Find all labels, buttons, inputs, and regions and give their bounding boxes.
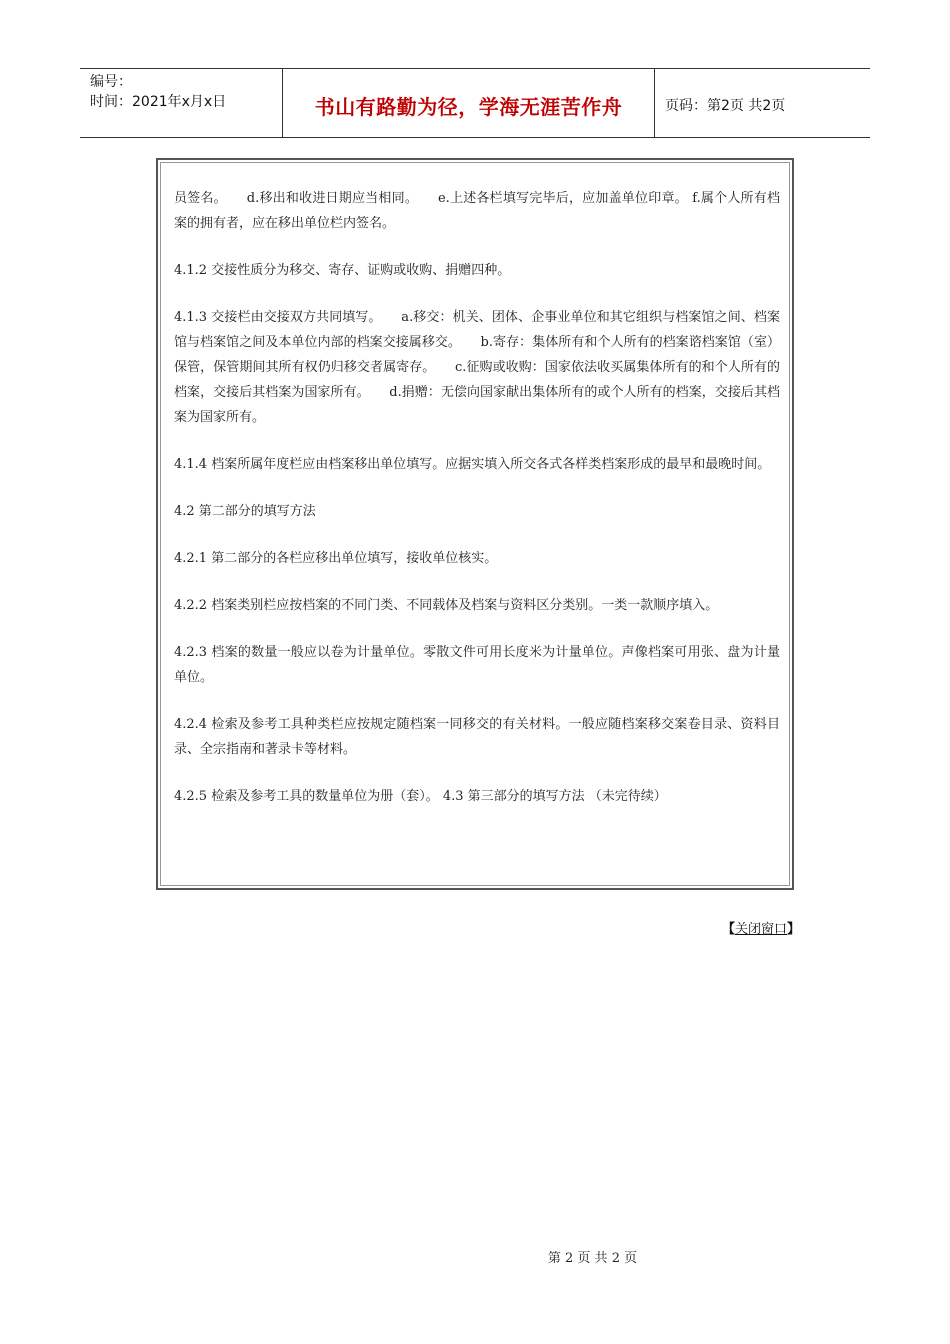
paragraph-4-2: 4.2 第二部分的填写方法 — [174, 504, 316, 519]
header-page-info-cell — [655, 69, 870, 137]
header-motto: 书山有路勤为径，学海无涯苦作舟 — [314, 94, 623, 119]
close-window-control — [722, 918, 800, 937]
header-meta — [80, 69, 282, 137]
document-header — [80, 68, 870, 138]
paragraph-4-2-2: 4.2.2 档案类别栏应按档案的不同门类、不同载体及档案与资料区分类别。一类一款顺序填入。 — [174, 598, 719, 613]
paragraph-4-2-4: 4.2.4 检索及参考工具种类栏应按规定随档案一同移交的有关材料。一般应随档案移交案卷目录、资料目录、全宗指南和著录卡等材料。 — [174, 717, 780, 757]
close-window-close-bracket: 】 — [787, 922, 801, 937]
paragraph-4-2-5: 4.2.5 检索及参考工具的数量单位为册（套）。 4.3 第三部分的填写方法 （未完待续） — [174, 789, 667, 804]
paragraph-4-1-4: 4.1.4 档案所属年度栏应由档案移出单位填写。应据实填入所交各式各样类档案形成的最早和最晚时间。 — [174, 457, 771, 472]
close-window-open-bracket: 【 — [722, 922, 736, 937]
paragraph-4-2-3: 4.2.3 档案的数量一般应以卷为计量单位。零散文件可用长度米为计量单位。声像档案可用张、盘为计量单位。 — [174, 645, 780, 685]
paragraph-4-2-1: 4.2.1 第二部分的各栏应移出单位填写，接收单位核实。 — [174, 551, 498, 566]
paragraph-4-1-3: 4.1.3 交接栏由交接双方共同填写。 a.移交：机关、团体、企事业单位和其它组织与档案馆之间、档案馆与档案馆之间及本单位内部的档案交接属移交。 b.寄存：集体所有和个人所有的档案谘档案馆（室）保管，保管期间其所有权仍归移交者属寄存。 c.征购或收购：国家依法收买属集体所有的和个人所有的档案，交接后其档案为国家所有。 d.捐赠：无偿向国家献出集体所有的或个人所有的档案，交接后其档案为国家所有。 — [174, 310, 780, 425]
footer-page-number: 第 2 页 共 2 页 — [547, 1251, 638, 1266]
document-date: 时间：2021年x月x日 — [90, 94, 227, 110]
header-motto-cell — [282, 69, 655, 137]
page-footer — [0, 1247, 950, 1266]
header-page-info: 页码：第2页 共2页 — [665, 98, 786, 114]
close-window-link[interactable]: 关闭窗口 — [735, 922, 788, 937]
paragraph-signature-notes: 员签名。 d.移出和收进日期应当相同。 e.上述各栏填写完毕后，应加盖单位印章。 f.属个人所有档案的拥有者，应在移出单位栏内签名。 — [174, 191, 780, 231]
document-number-label: 编号： — [90, 74, 132, 90]
paragraph-4-1-2: 4.1.2 交接性质分为移交、寄存、证购或收购、捐赠四种。 — [174, 263, 511, 278]
content-frame — [156, 158, 794, 890]
content-body — [174, 186, 780, 831]
